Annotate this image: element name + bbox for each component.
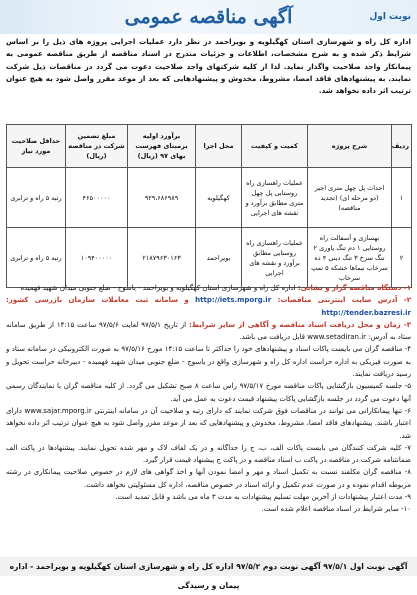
table-row xyxy=(7,168,412,228)
row-index: ۲ xyxy=(392,228,412,288)
condition-item-3 xyxy=(6,319,411,344)
condition-item-1 xyxy=(6,282,411,294)
header-cell: شرح پروژه xyxy=(308,125,392,168)
projects-table xyxy=(6,124,412,288)
header-cell: ردیف xyxy=(392,125,412,168)
condition-label: ۱- دستگاه مناقصه گزار و نشانی: xyxy=(297,284,411,292)
tender-site-link[interactable]: http://iets.mporg.ir xyxy=(195,296,278,305)
header-cell: مبلغ تضمین شرکت در مناقصه (ریال) xyxy=(66,125,128,168)
row-index: ۱ xyxy=(392,168,412,228)
project-description: بهسازی و آسفالت راه روستایی ۱ دم تنگ یاوری ۲ تنگ سرخ ۳ تنگ دینی ۴ ده سرخاب نیماها خشکه ۵ تمپ سرخاب xyxy=(308,228,392,288)
condition-label: ۳- زمان و محل دریافت اسناد مناقصه و آگاهی از سایر شرایط: xyxy=(188,320,411,329)
execution-place: بویراحمد xyxy=(196,228,242,288)
header-cell: محل اجرا xyxy=(196,125,242,168)
required-qualification: رتبه ۵ راه و ترابری xyxy=(7,228,66,288)
project-description: احداث پل چهل متری اجیر (دو مرحله ای) (تجدید مناقصه) xyxy=(308,168,392,228)
conditions-list xyxy=(6,282,411,554)
table-row xyxy=(7,228,412,288)
condition-label: ۲- آدرس سایت اینترنتی مناقصات: xyxy=(277,296,411,305)
footer-note: آگهی نوبت اول ۹۷/۵/۱ آگهی نوبت دوم ۹۷/۵/۲ اداره کل راه و شهرسازی استان کهگیلویه و بویراحمد - اداره پیمان و رسیدگی xyxy=(0,557,417,576)
condition-item-6: ۶- تنها پیمانکارانی می توانند در مناقصات فوق شرکت نمایند که دارای رتبه و صلاحیت آن در سامانه اینترنتی www.sajar.mporg.ir دارای اعتبار باشند. پیشنهادهای فاقد امضا، مشروط، مخدوش و پیشنهادهایی که بعد از موعد مقرر واصل شود به هیچ عنوان ترتیب اثر داده نخواهد شد. xyxy=(6,406,411,440)
table-header-row xyxy=(7,125,412,168)
inspection-site-link[interactable]: http://tender.bazresi.ir xyxy=(321,308,411,317)
condition-item-8: ۸- مناقصه گران مکلفند نسبت به تکمیل اسناد و مهر و امضا نمودن آنها و اخذ گواهی های لازم در خصوص صلاحیت پیمانکاری در رشته مربوطه اقدام نموده و در صورت عدم تکمیل و ارائه اسناد در خصوص مناقصه، اداره کل مسئولیتی نخواهد داشت. xyxy=(6,468,411,489)
cost-estimate: ۹۲۹،۶۸۶۹۸۹ xyxy=(128,168,196,228)
condition-item-2 xyxy=(6,294,411,319)
header-cell: برآورد اولیه برمبنای فهرست بهای ۹۷ (ریال) xyxy=(128,125,196,168)
condition-text: اداره کل راه و شهرسازی استان کهگیلویه و بویراحمد - یاسوج - ضلع جنوبی میدان شهید فهمیده xyxy=(20,284,298,292)
quantity-quality: عملیات راهسازی راه روستایی پل چهل متری مطابق برآورد و نقشه های اجرایی xyxy=(242,168,308,228)
turn-label: نوبت اول xyxy=(369,12,411,22)
header-cell: کمیت و کیفیت xyxy=(242,125,308,168)
page-title: آگهی مناقصه عمومی xyxy=(124,6,293,28)
quantity-quality: عملیات راهسازی راه روستایی مطابق برآورد و نقشه های اجرایی xyxy=(242,228,308,288)
header-cell: حداقل صلاحیت مورد نیاز xyxy=(7,125,66,168)
guarantee-amount: ۱۰۹۴۰۰۰۰۰ xyxy=(66,228,128,288)
condition-text: از تاریخ ۹۷/۵/۱ لغایت ۹۷/۵/۶ ساعت ۱۴:۱۵ از طریق سامانه ستاد به آدرس: www.setadiran.ir قابل دریافت می باشد. xyxy=(6,320,411,342)
header-banner xyxy=(0,0,417,34)
guarantee-amount: ۴۶۵۰۰۰۰۰ xyxy=(66,168,128,228)
condition-item-5: ۵- جلسه کمیسیون بازگشایی پاکات مناقصه مورخ ۹۷/۵/۱۷ راس ساعت ۸ صبح تشکیل می گردد. از کلیه مناقصه گران با نمایندگان رسمی آنها دعوت می گردد در جلسه بازگشایی پاکات پیشنهاد قیمت دعوت به عمل می آید. xyxy=(6,382,411,403)
condition-item-4: ۴- مناقصه گران می بایست پاکات اسناد و پیشنهادهای خود را حداکثر تا ساعت ۱۴:۱۵ مورخ ۹۷/۵/۱۶ به صورت الکترونیکی در سامانه ستاد و به صورت فیزیکی به اداره حراست اداره کل راه و شهرسازی واقع در یاسوج - ضلع جنوبی میدان شهید فهمیده - دبیرخانه حراست تحویل و رسید دریافت نمایند. xyxy=(6,345,411,379)
condition-item-9: ۹- مدت اعتبار پیشنهادات از آخرین مهلت تسلیم پیشنهادات به مدت ۳ ماه می باشد و قابل تمدید است. xyxy=(115,493,411,502)
condition-item-10: ۱۰- سایر شرایط در اسناد مناقصه اعلام شده است. xyxy=(261,505,411,514)
execution-place: کهگیلویه xyxy=(196,168,242,228)
cost-estimate: ۲۱۸۷۹۶۳۰۱۶۳ xyxy=(128,228,196,288)
condition-text: و سامانه ثبت معاملات سازمان بازرسی کشور: xyxy=(6,296,196,305)
required-qualification: رتبه ۵ راه و ترابری xyxy=(7,168,66,228)
intro-paragraph: اداره کل راه و شهرسازی استان کهگیلویه و بویراحمد در نظر دارد عملیات اجرایی پروژه های ذیل را بر اساس شرایط ذکر شده و به شرح مشخصات، اطلاعات و جزئیات مندرج در اسناد مناقصه از طریق مناقصه عمومی به پیمانکار واجد صلاحیت واگذار نماید. لذا از کلیه شرکتهای واجد صلاحیت دعوت می گردد در مناقصات ذیل شرکت نمایند. به پیشنهادهای فاقد امضا، مشروط، مخدوش و پیشنهادهایی که بعد از موعد مقرر واصل شود به هیچ عنوان ترتیب اثر داده نخواهد شد. xyxy=(6,37,411,96)
condition-item-7: ۷- کلیه شرکت کنندگان می بایست پاکات الف، ب، ج را جداگانه و در یک لفاف لاک و مهر شده تحویل نمایند. پیشنهادها در پاکت الف ضمانتنامه شرکت در مناقصه در پاکت ب اسناد مناقصه و در پاکت ج پیشنهاد قیمت قرار گیرد. xyxy=(6,443,411,465)
